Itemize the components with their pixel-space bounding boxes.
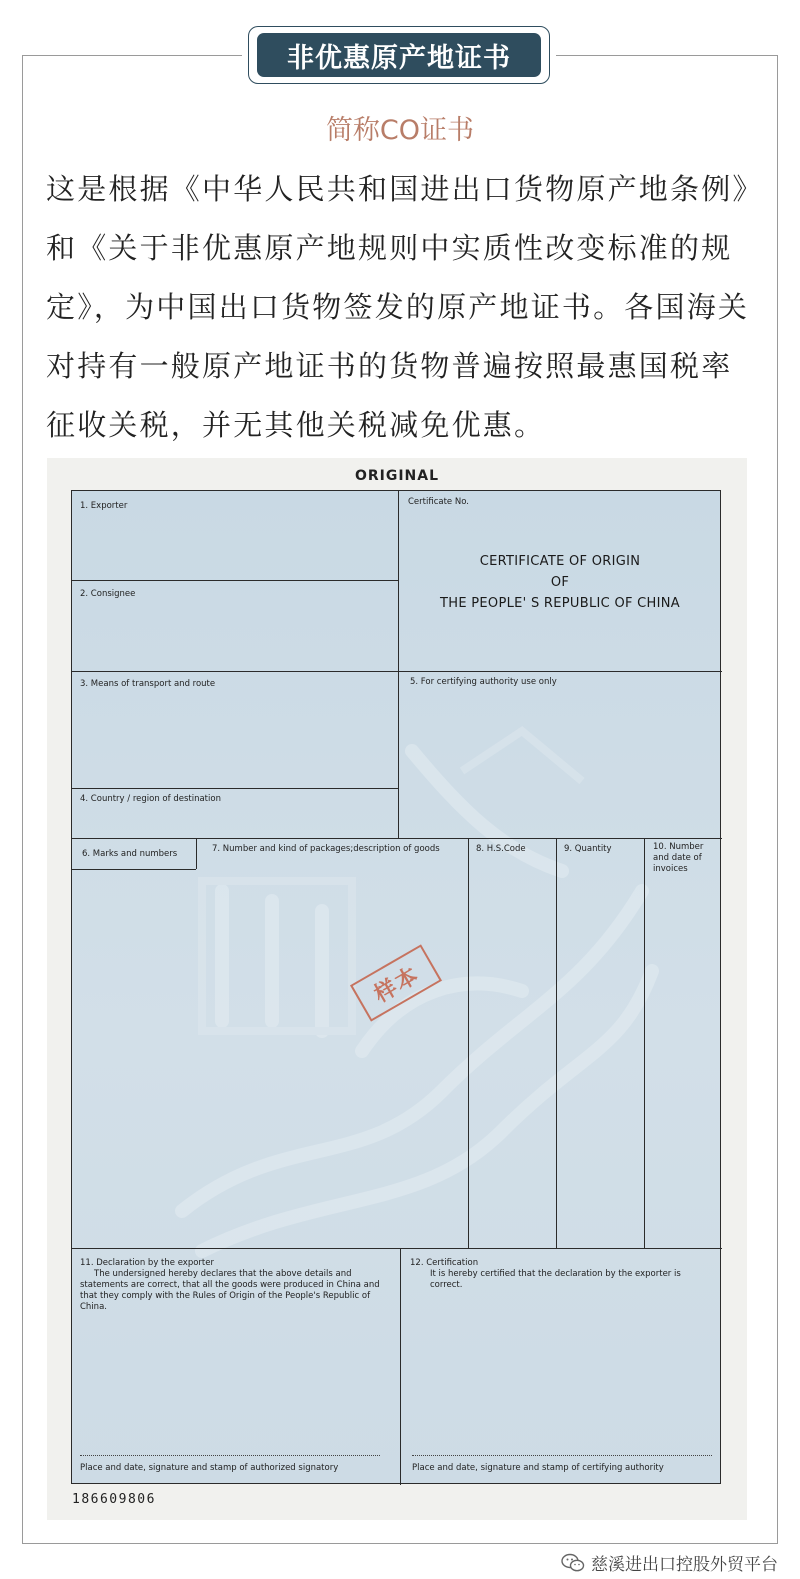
field-invoices: 10. Number and date of invoices xyxy=(653,842,704,874)
field-exporter: 1. Exporter xyxy=(80,501,128,511)
field-certification-title: 12. Certification xyxy=(410,1258,479,1268)
signature-line-left xyxy=(80,1455,380,1456)
sample-stamp: 样本 xyxy=(350,944,442,1021)
field-transport: 3. Means of transport and route xyxy=(80,679,216,689)
divider-v-marks xyxy=(196,838,197,869)
wechat-icon xyxy=(561,1553,585,1573)
field-destination: 4. Country / region of destination xyxy=(80,794,221,804)
field-marks: 6. Marks and numbers xyxy=(82,849,178,859)
divider-h3 xyxy=(72,788,398,789)
field-declaration-title: 11. Declaration by the exporter xyxy=(80,1258,214,1268)
field-consignee: 2. Consignee xyxy=(80,589,136,599)
divider-v-hs xyxy=(468,838,469,1248)
certificate-title-line1: CERTIFICATE OF ORIGIN xyxy=(479,554,641,569)
field-hs-code: 8. H.S.Code xyxy=(476,844,526,854)
certificate-form xyxy=(71,490,721,1484)
signature-line-right xyxy=(412,1455,712,1456)
page-subtitle: 简称CO证书 xyxy=(325,115,475,146)
field-declaration-sign: Place and date, signature and stamp of authorized signatory xyxy=(80,1463,339,1473)
certificate-title-line2: OF xyxy=(550,575,570,590)
divider-h1 xyxy=(72,580,398,581)
divider-h-marks xyxy=(72,869,196,870)
divider-h4 xyxy=(72,838,722,839)
divider-h2 xyxy=(72,671,722,672)
certificate-title xyxy=(400,551,720,614)
field-authority-use: 5. For certifying authority use only xyxy=(410,677,557,687)
field-quantity: 9. Quantity xyxy=(564,844,612,854)
certificate-image xyxy=(47,458,747,1520)
divider-v-top xyxy=(398,491,399,838)
frame-top-right xyxy=(556,55,778,56)
field-packages: 7. Number and kind of packages;description of goods xyxy=(212,844,440,854)
field-declaration-text: The undersigned hereby declares that the above details and statements are correct, that all the goods were produced in China and that they comply with the Rules of Origin of the People's Republic of China. xyxy=(80,1269,380,1312)
page-title: 非优惠原产地证书 xyxy=(257,33,541,77)
certificate-title-line3: THE PEOPLE' S REPUBLIC OF CHINA xyxy=(440,596,680,611)
intro-paragraph: 这是根据《中华人民共和国进出口货物原产地条例》和《关于非优惠原产地规则中实质性改变标准的规定》，为中国出口货物签发的原产地证书。各国海关对持有一般原产地证书的货物普遍按照最惠国税率征收关税，并无其他关税减免优惠。 xyxy=(46,172,750,442)
footer-source-label: 慈溪进出口控股外贸平台 xyxy=(591,1555,778,1575)
divider-v-qty xyxy=(556,838,557,1248)
field-certificate-no: Certificate No. xyxy=(408,497,469,507)
frame-top-left xyxy=(22,55,242,56)
divider-h5 xyxy=(72,1248,722,1249)
divider-v-bottom xyxy=(400,1248,401,1485)
serial-number: 186609806 xyxy=(72,1492,156,1507)
divider-v-inv xyxy=(644,838,645,1248)
original-label: ORIGINAL xyxy=(354,468,440,484)
field-certification-sign: Place and date, signature and stamp of certifying authority xyxy=(412,1463,664,1473)
field-certification-text: It is hereby certified that the declaration by the exporter is correct. xyxy=(430,1269,681,1290)
footer-source xyxy=(561,1550,778,1575)
